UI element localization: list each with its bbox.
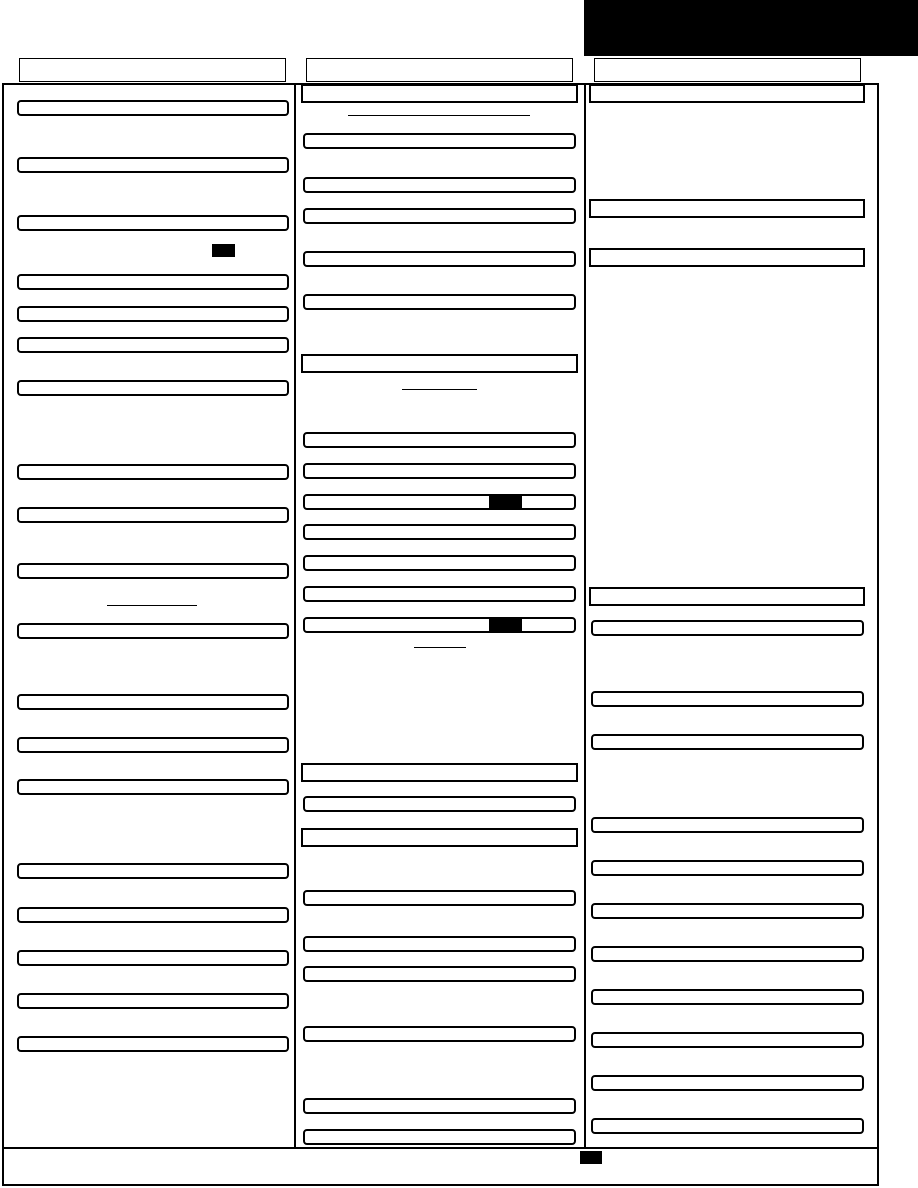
col2-field-13[interactable] [303,796,576,812]
col2-field-3[interactable] [303,208,576,224]
col2-field-11[interactable] [303,586,576,602]
col3-field-10[interactable] [591,1075,864,1091]
footer-divider [3,1147,878,1149]
col2-section-1 [301,84,578,103]
col2-section-2 [301,354,578,373]
column-divider-1 [294,84,296,1148]
col2-field-19[interactable] [303,1129,576,1145]
col1-field-6[interactable] [17,337,289,353]
column-divider-2 [584,84,586,1148]
title-banner [584,0,918,56]
col3-field-1[interactable] [591,620,864,636]
col2-redaction-2 [489,617,522,631]
col2-field-15[interactable] [303,936,576,952]
col2-rule-2 [402,389,477,390]
col2-field-10[interactable] [303,555,576,571]
footer [4,1150,874,1184]
col1-field-1[interactable] [17,100,289,116]
col2-field-14[interactable] [303,890,576,906]
col3-field-2[interactable] [591,691,864,707]
col1-field-16[interactable] [17,907,289,923]
col2-field-18[interactable] [303,1098,576,1114]
col1-field-3[interactable] [17,215,289,231]
col2-field-8[interactable] [303,494,576,510]
col2-rule-3 [414,647,466,648]
column-header-2 [306,58,573,82]
col3-section-1 [589,84,865,103]
col2-field-12[interactable] [303,617,576,633]
col1-redaction-1 [212,244,235,257]
col3-section-4 [589,587,865,606]
col1-field-11[interactable] [17,623,289,639]
col1-field-17[interactable] [17,950,289,966]
col2-field-5[interactable] [303,294,576,310]
col2-section-4 [301,828,578,847]
col3-field-5[interactable] [591,860,864,876]
col3-field-8[interactable] [591,989,864,1005]
col1-field-4[interactable] [17,274,289,290]
col1-field-2[interactable] [17,157,289,173]
col2-redaction-1 [489,494,522,508]
footer-redaction [580,1151,602,1164]
col3-section-2 [589,199,865,218]
col1-field-13[interactable] [17,737,289,753]
column-header-1 [19,58,286,82]
col2-field-9[interactable] [303,524,576,540]
col1-rule-1 [107,605,197,606]
col2-rule-1 [348,115,530,116]
col3-field-3[interactable] [591,734,864,750]
col2-section-3 [301,763,578,782]
column-header-3 [594,58,861,82]
col2-field-2[interactable] [303,177,576,193]
col2-field-16[interactable] [303,966,576,982]
col3-field-11[interactable] [591,1118,864,1134]
col1-field-10[interactable] [17,563,289,579]
col1-field-14[interactable] [17,779,289,795]
col2-field-1[interactable] [303,133,576,149]
col3-section-3 [589,248,865,267]
col1-field-8[interactable] [17,464,289,480]
col3-field-6[interactable] [591,903,864,919]
col2-field-7[interactable] [303,463,576,479]
col3-field-4[interactable] [591,817,864,833]
col1-field-19[interactable] [17,1036,289,1052]
col3-field-9[interactable] [591,1032,864,1048]
col1-field-12[interactable] [17,694,289,710]
col1-field-5[interactable] [17,306,289,322]
col1-field-9[interactable] [17,507,289,523]
col2-field-6[interactable] [303,432,576,448]
col1-field-7[interactable] [17,380,289,396]
col1-field-15[interactable] [17,863,289,879]
col1-field-18[interactable] [17,993,289,1009]
col2-field-17[interactable] [303,1026,576,1042]
col2-field-4[interactable] [303,251,576,267]
col3-field-7[interactable] [591,946,864,962]
